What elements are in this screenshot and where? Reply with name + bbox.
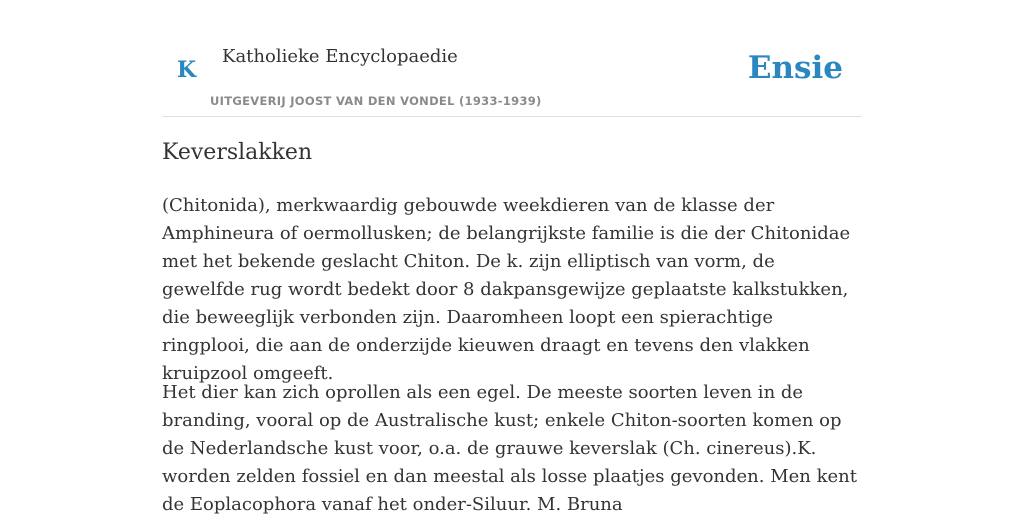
header — [162, 0, 862, 117]
article-title: Keverslakken — [162, 140, 313, 165]
ensie-brand-link[interactable]: Ensie — [747, 50, 843, 86]
encyclopedia-logo-link[interactable]: K — [177, 57, 197, 83]
article-paragraph-1: (Chitonida), merkwaardig gebouwde weekdieren van de klasse der Amphineura of oermollusken; de belangrijkste familie is die der Chitonidae met het bekende geslacht Chiton. De k. zijn elliptisch van vorm, de gewelfde rug wordt bedekt door 8 dakpansgewijze geplaatste kalkstukken, die beweeglijk verbonden zijn. Daaromheen loopt een spierachtige ringplooi, die aan de onderzijde kieuwen draagt en tevens den vlakken kruipzool omgeeft. — [162, 195, 851, 384]
page — [162, 0, 862, 515]
article-paragraph-2: Het dier kan zich oprollen als een egel. De meeste soorten leven in de branding, vooral op de Australische kust; enkele Chiton-soorten komen op de Nederlandsche kust voor, o.a. de grauwe keverslak (Ch. cinereus).K. worden zelden fossiel en dan meestal als losse plaatjes gevonden. Men kent de Eoplacophora vanaf het onder-Siluur. M. Bruna — [162, 382, 857, 515]
site-title: Katholieke Encyclopaedie — [222, 46, 458, 67]
publisher-label: UITGEVERIJ JOOST VAN DEN VONDEL (1933-1939) — [210, 94, 542, 108]
